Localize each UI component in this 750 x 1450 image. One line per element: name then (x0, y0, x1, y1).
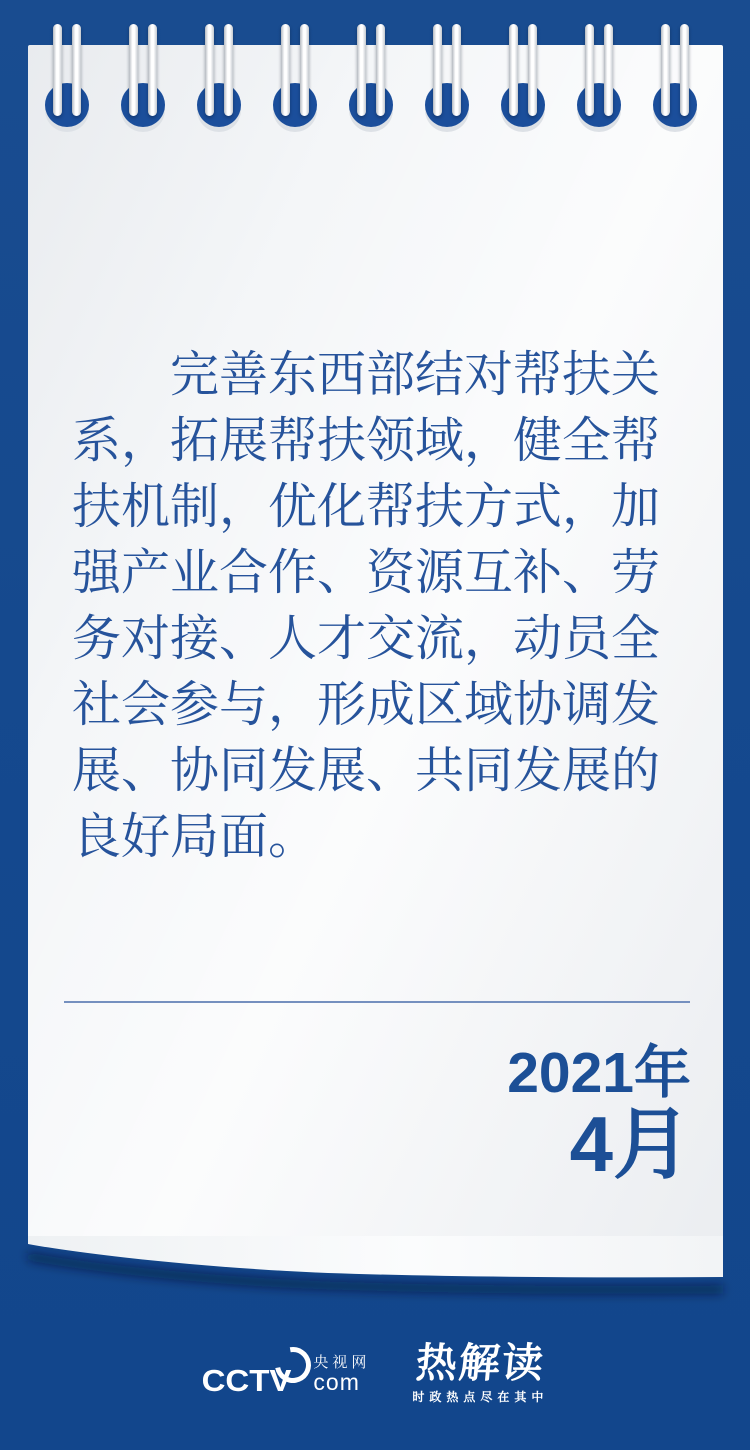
ring-wire (281, 24, 290, 116)
quote-line: 强产业合作、资源互补、劳 (72, 546, 661, 600)
cctv-domain: com (313, 1369, 360, 1395)
cctv-site-name: 央视网 (313, 1354, 371, 1371)
cctv-logo (202, 1350, 371, 1397)
date-year: 2021年 (507, 1041, 691, 1105)
ring-hole (197, 83, 241, 127)
cctv-letters: CCTV (201, 1363, 292, 1398)
ring-wire (224, 24, 233, 116)
footer-logos (0, 1336, 750, 1411)
ring-hole (349, 83, 393, 127)
ring-wire (300, 24, 309, 116)
ring-hole (653, 83, 697, 127)
date-month: 4月 (569, 1100, 691, 1188)
ring-wire (585, 24, 594, 116)
ring-wire (376, 24, 385, 116)
ring-wire (433, 24, 442, 116)
quote-line: 扶机制，优化帮扶方式，加 (72, 480, 661, 534)
ring-wire (661, 24, 670, 116)
ring-wire (357, 24, 366, 116)
notepad-page (28, 45, 723, 1237)
quote-line: 系，拓展帮扶领域，健全帮 (72, 414, 661, 468)
ring-hole (501, 83, 545, 127)
ring-wire (452, 24, 461, 116)
divider-line (64, 1001, 690, 1003)
spiral-binding (0, 0, 750, 140)
ring-wire (148, 24, 157, 116)
rejiedu-logo (412, 1339, 549, 1405)
ring-wire (129, 24, 138, 116)
ring-hole (121, 83, 165, 127)
ring-wire (528, 24, 537, 116)
ring-wire (509, 24, 518, 116)
ring-hole (45, 83, 89, 127)
rejiedu-name: 热解读 (413, 1339, 547, 1386)
quote-line: 务对接、人才交流，动员全 (72, 612, 661, 666)
quote-line: 完善东西部结对帮扶关 (170, 348, 661, 402)
ring-wire (604, 24, 613, 116)
ring-hole (577, 83, 621, 127)
ring-wire (72, 24, 81, 116)
ring-wire (205, 24, 214, 116)
quote-line: 良好局面。 (72, 810, 318, 864)
quote-line: 社会参与，形成区域协调发 (72, 678, 661, 732)
ring-wire (680, 24, 689, 116)
ring-hole (425, 83, 469, 127)
date (507, 1041, 691, 1188)
cctv-wordmark (313, 1354, 370, 1393)
ring-hole (273, 83, 317, 127)
quote-line: 展、协同发展、共同发展的 (72, 744, 661, 798)
ring-wire (53, 24, 62, 116)
rejiedu-tagline: 时政热点尽在其中 (412, 1389, 549, 1404)
quote-text (72, 342, 676, 870)
page-curl (28, 1236, 723, 1306)
